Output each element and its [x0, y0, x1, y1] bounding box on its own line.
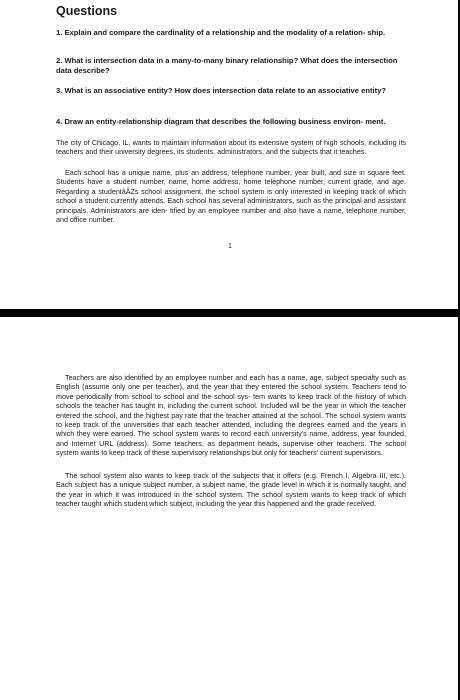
body-paragraph: Teachers are also identified by an employee number and each has a name, age, subject specialty such as English (assume only one per teacher), and the year that they entered the school system. Teachers tend to move periodically from school to school and the school sys- tem wants to keep track of the history of which schools the teacher has taught in, including the current school. Included will be the year in which the teacher entered the school, and the highest pay rate that the teacher attained at the school. The school system wants to keep track of the universities that each teacher attended, including the degrees earned and the years in which they were earned. The school system wants to record each university's name, address, year founded, and Internet URL (address). Some teachers, as department heads, supervise other teachers. The school system wants to keep track of these supervisory relationships but only for teachers' current supervisors.	[56, 374, 406, 458]
page-number: 1	[228, 243, 232, 250]
question-2: 2. What is intersection data in a many-to-many binary relationship? What does the intersection data describe?	[56, 56, 398, 75]
body-paragraph: Each school has a unique name, plus an address, telephone number, year built, and size in square feet. Students have a student number, name, home address, home telephone number, current grade, and age. Regarding a studentâÂZs school assignment, the school system is only interested in keeping track of which school a student currently attends. Each school has several administrators, such as the principal and assistant principals. Administrators are iden- tified by an employee number and also have a name, telephone number, and office number.	[56, 169, 406, 225]
question-1: 1. Explain and compare the cardinality of a relationship and the modality of a relation- ship.	[56, 28, 386, 37]
body-paragraph: The school system also wants to keep track of the subjects that it offers (e.g. French I, Algebra III, etc.). Each subject has a unique subject number, a subject name, the grade level in which it is normally taught, and the year in which it was introduced in the school system. The school system wants to keep track of which teacher taught which student which subject, including the year this happened and the grade received.	[56, 472, 406, 509]
body-paragraph: The city of Chicago, IL, wants to maintain information about its extensive system of high schools, including its teachers and their university degrees, its students, administrators, and the subjects that it teaches.	[56, 139, 406, 157]
page-separator	[0, 309, 460, 317]
question-3: 3. What is an associative entity? How does intersection data relate to an associative entity?	[56, 86, 387, 95]
question-4: 4. Draw an entity-relationship diagram that describes the following business environ- ment.	[56, 117, 386, 126]
document-page-2	[0, 317, 460, 700]
document-page-1	[0, 0, 460, 309]
section-heading: Questions	[56, 4, 118, 18]
